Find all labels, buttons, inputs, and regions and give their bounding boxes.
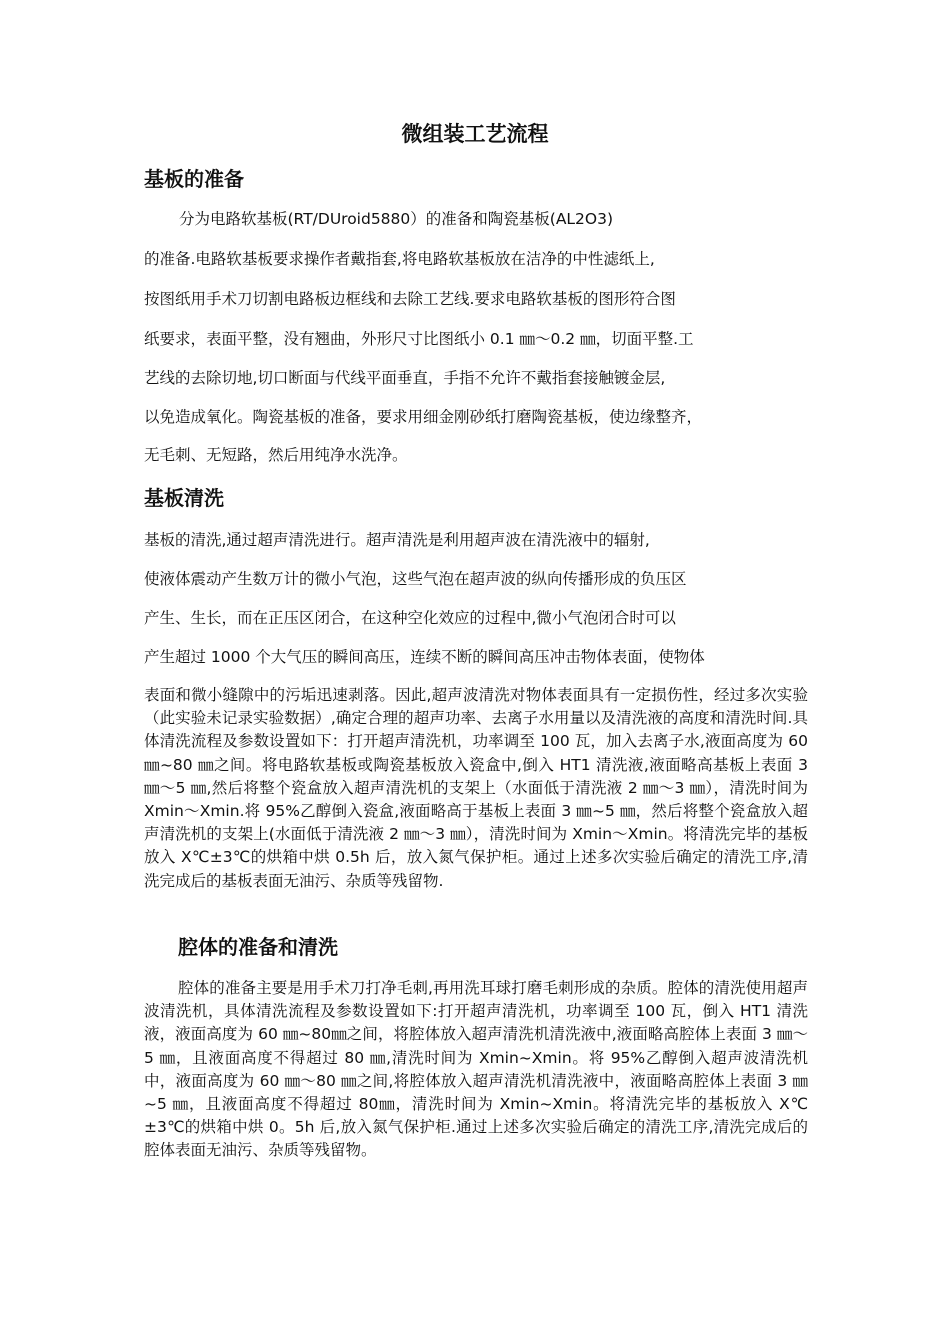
text-line: 使液体震动产生数万计的微小气泡，这些气泡在超声波的纵向传播形成的负压区 (144, 570, 687, 588)
text-line: 分为电路软基板(RT/DUroid5880）的准备和陶瓷基板(AL2O3) (179, 210, 614, 228)
text-line: 产生、生长，而在正压区闭合，在这种空化效应的过程中,微小气泡闭合时可以 (144, 609, 676, 627)
section-heading-cavity-prep-cleaning: 腔体的准备和清洗 (178, 935, 338, 959)
text-line: 以免造成氧化。陶瓷基板的准备，要求用细金刚砂纸打磨陶瓷基板，使边缘整齐， (144, 408, 703, 426)
text-line: 艺线的去除切地,切口断面与代线平面垂直，手指不允许不戴指套接触镀金层, (144, 369, 666, 387)
text-line: 纸要求，表面平整，没有翘曲，外形尺寸比图纸小 0.1 ㎜～0.2 ㎜，切面平整.工 (144, 330, 694, 348)
text-line: 无毛刺、无短路，然后用纯净水洗净。 (144, 446, 408, 464)
body-paragraph-cleaning-process: 表面和微小缝隙中的污垢迅速剥落。因此,超声波清洗对物体表面具有一定损伤性，经过多次实验（此实验未记录实验数据）,确定合理的超声功率、去离子水用量以及清洗液的高度和清洗时间.具体清洗流程及参数设置如下：打开超声清洗机，功率调至 100 瓦，加入去离子水,液面高度为 60 ㎜~80 ㎜之间。将电路软基板或陶瓷基板放入瓷盒中,倒入 HT1 清洗液,液面略高基板上表面 3 ㎜～5 ㎜,然后将整个瓷盒放入超声清洗机的支架上（水面低于清洗液 2 ㎜～3 ㎜），清洗时间为 Xmin～Xmin.将 95%乙醇倒入瓷盒,液面略高于基板上表面 3 ㎜~5 ㎜，然后将整个瓷盒放入超声清洗机的支架上(水面低于清洗液 2 ㎜～3 ㎜），清洗时间为 Xmin～Xmin。将清洗完毕的基板放入 X℃±3℃的烘箱中烘 0.5h 后，放入氮气保护柜。通过上述多次实验后确定的清洗工序,清洗完成后的基板表面无油污、杂质等残留物. (144, 686, 808, 890)
document-title: 微组装工艺流程 (401, 122, 549, 146)
text-line: 产生超过 1000 个大气压的瞬间高压，连续不断的瞬间高压冲击物体表面，使物体 (144, 648, 705, 666)
section-heading-substrate-cleaning: 基板清洗 (144, 486, 224, 510)
text-line: 按图纸用手术刀切割电路板边框线和去除工艺线.要求电路软基板的图形符合图 (144, 290, 676, 308)
body-paragraph-cavity-cleaning: 腔体的准备主要是用手术刀打净毛刺,再用洗耳球打磨毛刺形成的杂质。腔体的清洗使用超声波清洗机，具体清洗流程及参数设置如下:打开超声清洗机，功率调至 100 瓦，倒入 HT1 清洗液，液面高度为 60 ㎜~80㎜之间，将腔体放入超声清洗机清洗液中,液面略高腔体上表面 3 ㎜～5 ㎜，且液面高度不得超过 80 ㎜,清洗时间为 Xmin~Xmin。将 95%乙醇倒入超声波清洗机中，液面高度为 60 ㎜～80 ㎜之间,将腔体放入超声清洗机清洗液中，液面略高腔体上表面 3 ㎜~5 ㎜，且液面高度不得超过 80㎜，清洗时间为 Xmin~Xmin。将清洗完毕的基板放入 X℃±3℃的烘箱中烘 0。5h 后,放入氮气保护柜.通过上述多次实验后确定的清洗工序,清洗完成后的腔体表面无油污、杂质等残留物。 (144, 979, 808, 1160)
text-line: 基板的清洗,通过超声清洗进行。超声清洗是利用超声波在清洗液中的辐射, (144, 531, 650, 549)
text-line: 的准备.电路软基板要求操作者戴指套,将电路软基板放在洁净的中性滤纸上, (144, 250, 655, 268)
section-heading-substrate-prep: 基板的准备 (144, 167, 244, 191)
